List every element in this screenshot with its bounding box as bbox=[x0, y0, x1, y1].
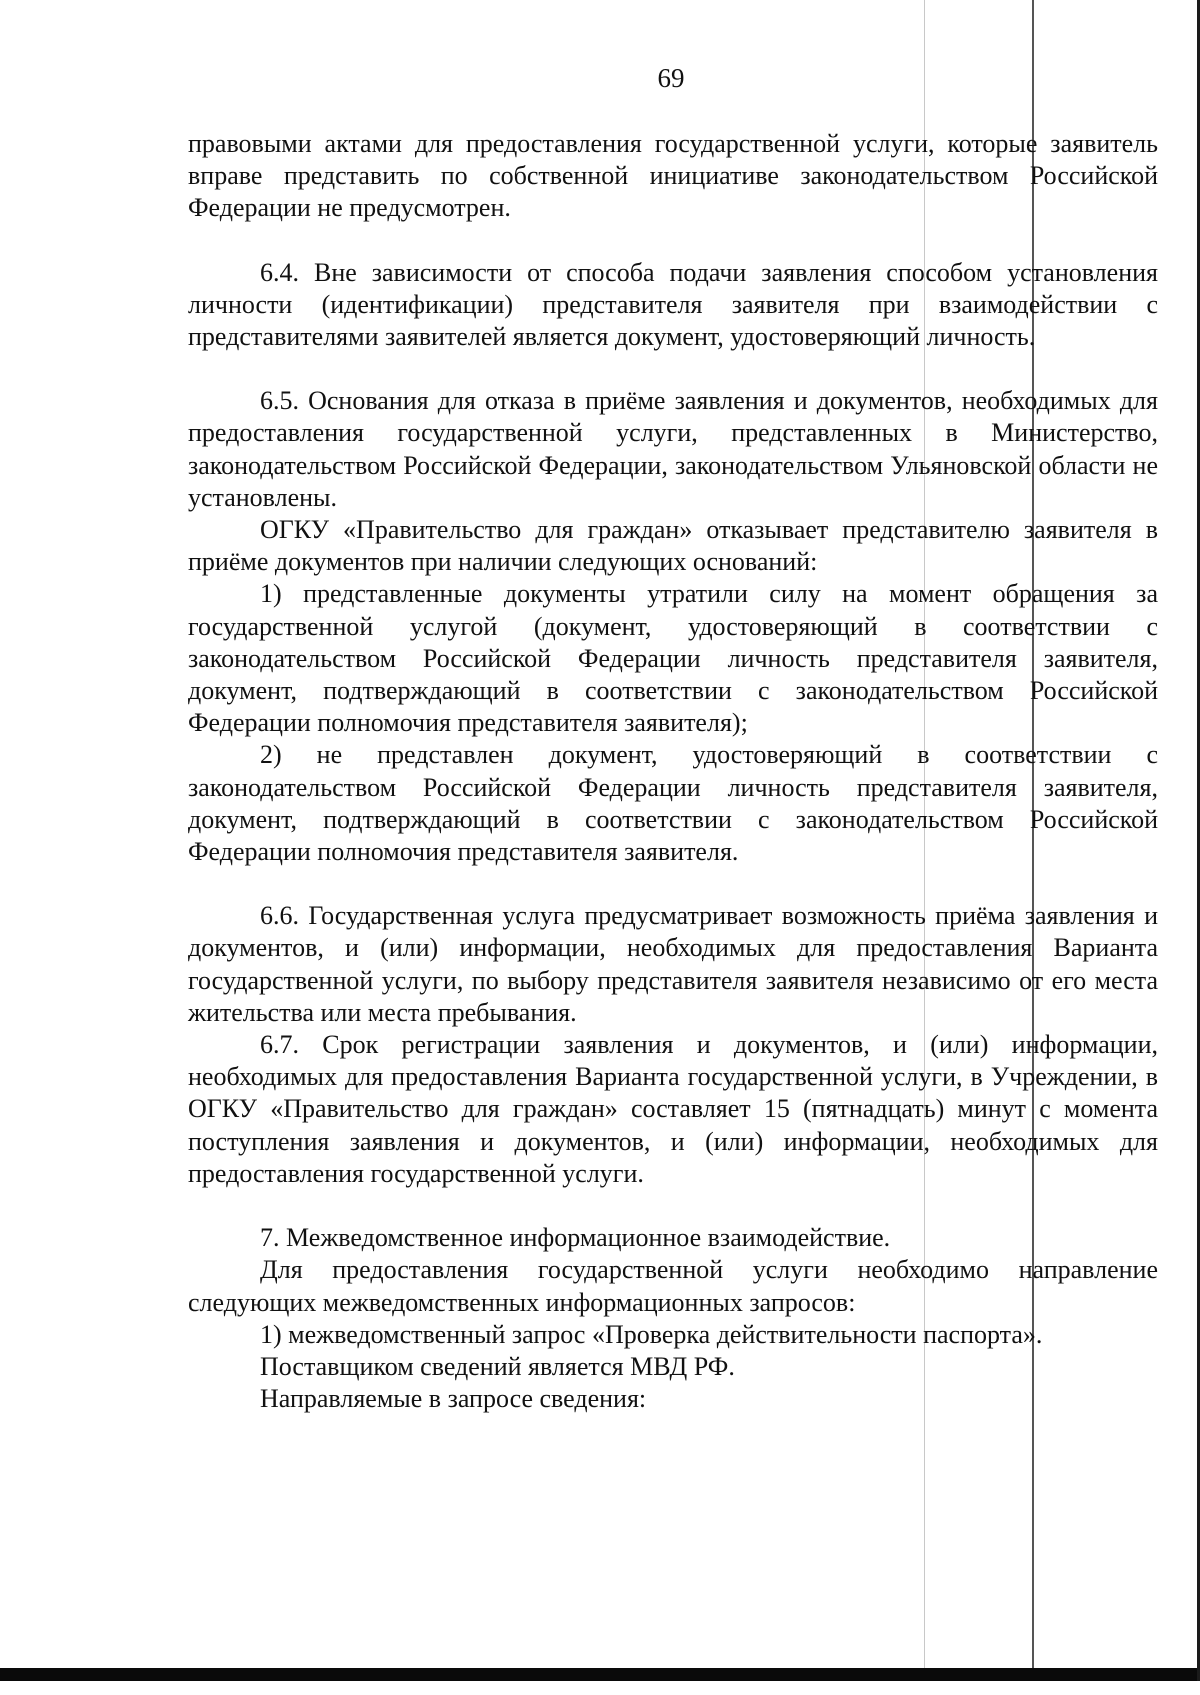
section-heading-7: 7. Межведомственное информационное взаимодействие. bbox=[260, 1223, 891, 1253]
paragraph-interagency: Для предоставления государственной услуги необходимо направление следующих межведомственных информационных запросов: bbox=[188, 1255, 1158, 1317]
list-item-1: 1) представленные документы утратили силу на момент обращения за государственной услугой (документ, удостоверяющий в соответствии с законодательством Российской Федерации личность представителя заявителя, документ, подтверждающий в соответствии с законодательством Российской Федерации полномочия представителя заявителя); bbox=[188, 579, 1158, 738]
paragraph-provider: Поставщиком сведений является МВД РФ. bbox=[260, 1351, 735, 1381]
scan-bottom-border bbox=[0, 1668, 1200, 1681]
list-item-request-1: 1) межведомственный запрос «Проверка действительности паспорта». bbox=[260, 1319, 1043, 1349]
paragraph-6-7: 6.7. Срок регистрации заявления и документов, и (или) информации, необходимых для предоставления Варианта государственной услуги, в Учреждении, в ОГКУ «Правительство для граждан» составляет 15 (пятнадцать) минут с момента поступления заявления и документов, и (или) информации, необходимых для предоставления государственной услуги. bbox=[188, 1030, 1158, 1188]
paragraph-continuation: правовыми актами для предоставления государственной услуги, которые заявитель вправе представить по собственной инициативе законодательством Российской Федерации не предусмотрен. bbox=[188, 129, 1158, 223]
paragraph-6-5: 6.5. Основания для отказа в приёме заявления и документов, необходимых для предоставления государственной услуги, представленных в Министерство, законодательством Российской Федерации, законодательством Ульяновской области не установлены. bbox=[188, 386, 1158, 512]
paragraph-gap bbox=[188, 868, 1158, 900]
paragraph-sent-data: Направляемые в запросе сведения: bbox=[260, 1384, 647, 1414]
list-item-2: 2) не представлен документ, удостоверяющий в соответствии с законодательством Российской Федерации личность представителя заявителя, документ, подтверждающий в соответствии с законодательством Российской Федерации полномочия представителя заявителя. bbox=[188, 740, 1158, 867]
paragraph-6-4: 6.4. Вне зависимости от способа подачи заявления способом установления личности (идентификации) представителя заявителя при взаимодействии с представителями заявителей является документ, удостоверяющий личность. bbox=[188, 257, 1158, 352]
paragraph-gap bbox=[188, 225, 1158, 257]
page-number: 69 bbox=[657, 63, 685, 93]
paragraph-gap bbox=[188, 1190, 1158, 1222]
paragraph-ogku-refusal: ОГКУ «Правительство для граждан» отказывает представителю заявителя в приёме документов при наличии следующих оснований: bbox=[188, 515, 1158, 577]
paragraph-gap bbox=[188, 353, 1158, 385]
paragraph-6-6: 6.6. Государственная услуга предусматривает возможность приёма заявления и документов, и (или) информации, необходимых для предоставления Варианта государственной услуги, по выбору представителя заявителя независимо от его места жительства или места пребывания. bbox=[188, 901, 1158, 1027]
document-body bbox=[188, 128, 1158, 1415]
